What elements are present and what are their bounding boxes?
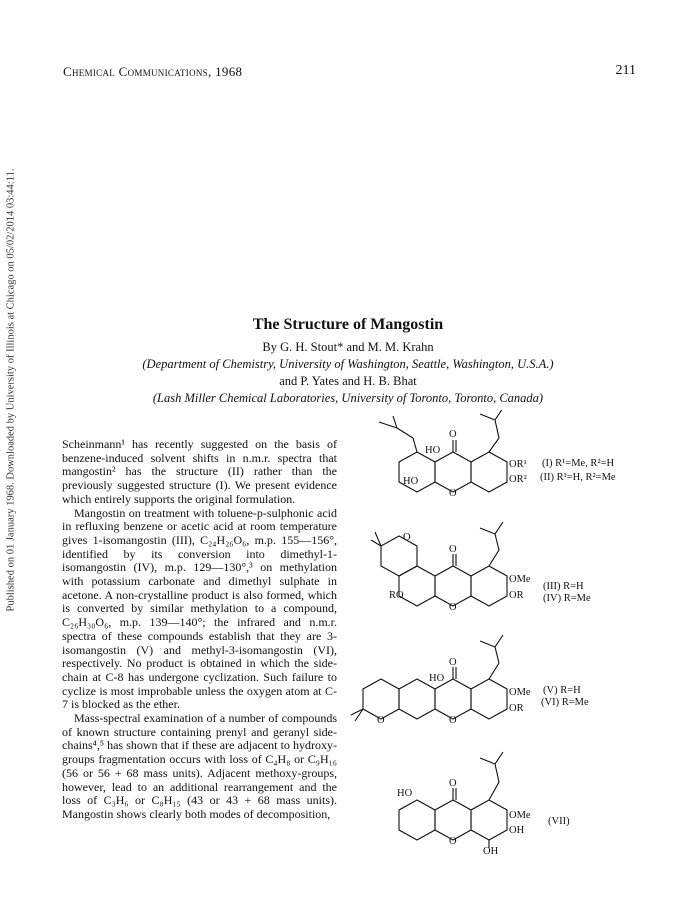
ho-left-label: HO	[403, 476, 419, 487]
keto-o-label: O	[449, 429, 457, 440]
or2-label: OR²	[509, 474, 527, 485]
ho-top-label: HO	[425, 445, 441, 456]
structure-3-drawing	[345, 635, 665, 735]
paragraph-3: Mass-spectral examination of a number of compounds of known structure containing prenyl and geranyl side-chains⁴,⁵ has shown that if these are adjacent to hydroxy-groups fragmentation occurs with loss of C₄H₈ or C₉H₁₆ (56 or 56 + 68 mass units). Adjacent methoxy-groups, however, lead to an additional rearrangement and the loss of C₃H₆ or C₈H₁₅ (43 or 43 + 68 mass units). Mangostin shows clearly both modes of decomposition,	[62, 711, 337, 821]
page-number: 211	[615, 63, 636, 78]
structure-2-drawing	[345, 522, 665, 622]
structure-4-drawing	[345, 748, 665, 858]
ring-o-label: O	[449, 488, 457, 499]
keto-o-label: O	[449, 778, 457, 789]
ro-label: RO	[389, 590, 404, 601]
ho-label: HO	[397, 788, 413, 799]
running-header: Chemical Communications, 1968	[63, 64, 243, 79]
ome-label: OMe	[509, 810, 531, 821]
affiliation-1: (Department of Chemistry, University of Washington, Seattle, Washington, U.S.A.)	[142, 357, 554, 371]
byline-2: and P. Yates and H. B. Bhat	[279, 374, 417, 388]
paragraph-1: Scheinmann¹ has recently suggested on the basis of benzene-induced solvent shifts in n.m.r. spectra that mangostin² has the structure (II) rather than the previously suggested structure (I). We present evidence which entirely supports the original formulation.	[62, 437, 337, 506]
structure-mangostin	[345, 410, 665, 510]
download-watermark	[4, 125, 18, 655]
watermark-text: Published on 01 January 1968. Downloaded by University of Illinois at Chicago on 05/02/2014 03:44:11.	[5, 168, 17, 612]
ome-label: OMe	[509, 574, 531, 585]
compound-ii-label: (II) R¹=H, R²=Me	[540, 472, 616, 483]
structure-1-isomangostin	[345, 522, 665, 622]
ring-o-label: O	[449, 602, 457, 613]
keto-o-label: O	[449, 657, 457, 668]
compound-vii-label: (VII)	[548, 816, 570, 827]
body-text	[62, 438, 337, 822]
compound-iv-label: (IV) R=Me	[543, 593, 591, 604]
ring-o-label: O	[449, 715, 457, 726]
compound-iii-label: (III) R=H	[543, 581, 584, 592]
or-label: OR	[509, 590, 524, 601]
affiliation-2: (Lash Miller Chemical Laboratories, University of Toronto, Toronto, Canada)	[152, 391, 544, 405]
keto-o-label: O	[449, 544, 457, 555]
structure-1-drawing	[345, 410, 665, 510]
or1-label: OR¹	[509, 459, 527, 470]
compound-i-label: (I) R¹=Me, R²=H	[542, 458, 615, 469]
or-label: OR	[509, 703, 524, 714]
pyran-o-label: O	[403, 532, 411, 543]
oh-label: OH	[509, 825, 525, 836]
compound-v-label: (V) R=H	[543, 685, 581, 696]
oh-bottom-label: OH	[483, 846, 499, 857]
structure-vii	[345, 748, 665, 858]
byline-1: By G. H. Stout* and M. M. Krahn	[262, 340, 434, 354]
pyran-o-label: O	[377, 715, 385, 726]
compound-vi-label: (VI) R=Me	[541, 697, 589, 708]
ring-o-label: O	[449, 836, 457, 847]
paragraph-2: Mangostin on treatment with toluene-p-sulphonic acid in refluxing benzene or acetic acid at room temperature gives 1-isomangostin (III), C₂₄H₂₆O₆, m.p. 155—156°, identified by its conversion into dimethyl-1-isomangostin (IV), m.p. 129—130°,³ on methylation with potassium carbonate and dimethyl sulphate in acetone. A non-crystalline product is also formed, which is converted by similar methylation to a compound, C₂₆H₃₀O₆, m.p. 139—140°; the infrared and n.m.r. spectra of these compounds establish that they are 3-isomangostin (V) and methyl-3-isomangostin (VI), respectively. No product is obtained in which the side-chain at C-8 has undergone cyclization. Such failure to cyclize is most improbable unless the oxygen atom at C-7 is blocked as the ether.	[62, 505, 337, 712]
structure-3-isomangostin	[345, 635, 665, 735]
ome-label: OMe	[509, 687, 531, 698]
ho-label: HO	[429, 673, 445, 684]
article-title: The Structure of Mangostin	[252, 316, 444, 333]
